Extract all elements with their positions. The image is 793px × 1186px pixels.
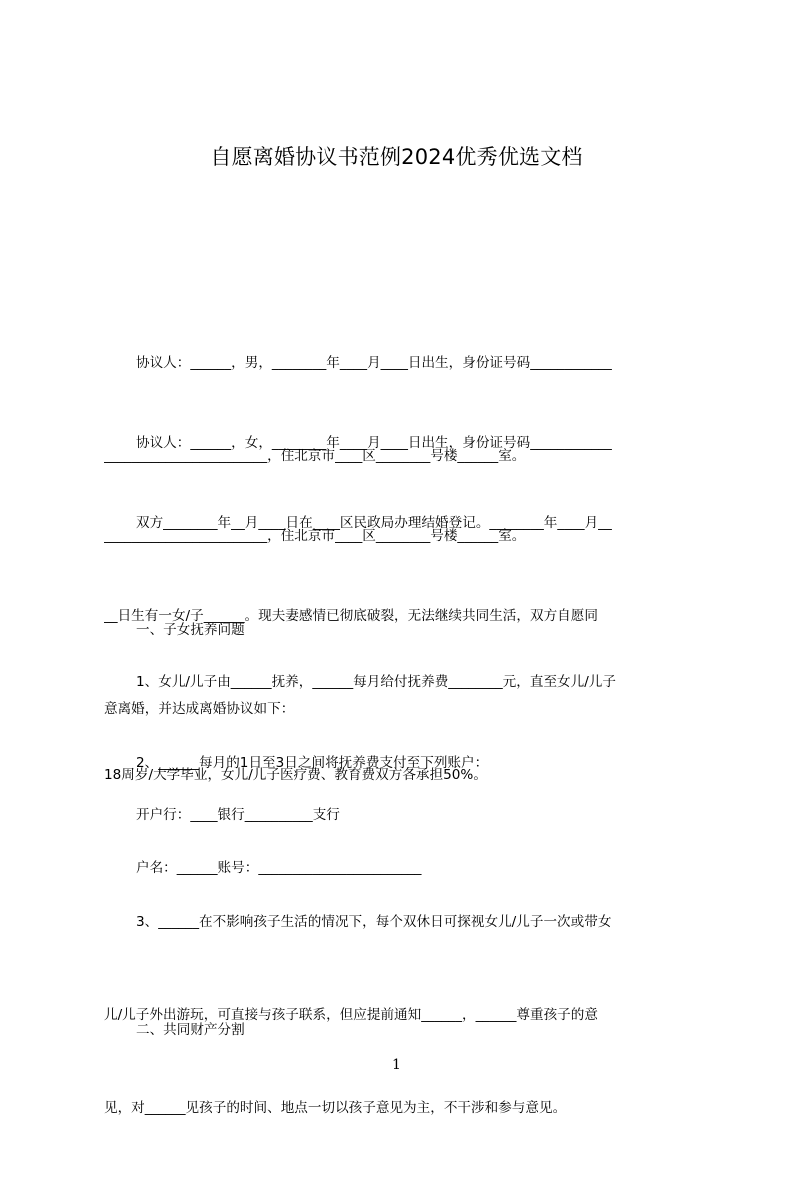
item2-line: 2、______每月的1日至3日之间将抚养费支付至下列账户： — [136, 755, 489, 771]
party2-line-2: ________________________，住北京市____区________号楼______室。 — [104, 528, 526, 544]
item1-line-2: 18周岁/大学毕业，女儿/儿子医疗费、教育费双方各承担50%。 — [104, 767, 487, 783]
intro-line-1: 双方________年__月____日在____区民政局办理结婚登记。________年____月__ — [136, 515, 612, 531]
section1-heading-text: 一、子女抚养问题 — [136, 622, 245, 638]
party1-line-2: ________________________，住北京市____区________号楼______室。 — [104, 448, 526, 464]
section2-heading-text: 二、共同财产分割 — [136, 1022, 245, 1038]
item3-line-1: 3、______在不影响孩子生活的情况下，每个双休日可探视女儿/儿子一次或带女 — [136, 914, 612, 930]
intro-line-2: __日生有一女/子______。现夫妻感情已彻底破裂，无法继续共同生活，双方自愿同 — [104, 608, 598, 624]
party1-line-1: 协议人：______，男，________年____月____日出生，身份证号码____________ — [136, 355, 612, 371]
section2-heading — [104, 953, 708, 1108]
document-title: 自愿离婚协议书范例2024优秀优选文档 — [210, 145, 583, 169]
account-line: 户名：______账号：________________________ — [136, 860, 422, 876]
party2-line-1: 协议人：______，女，________年____月____日出生，身份证号码____________ — [136, 435, 612, 451]
bank-line: 开户行：____银行__________支行 — [136, 807, 340, 823]
item1-line-1: 1、女儿/儿子由______抚养，______每月给付抚养费________元，直至女儿/儿子 — [136, 674, 616, 690]
item3-line-2: 儿/儿子外出游玩，可直接与孩子联系，但应提前通知______，______尊重孩子的意 — [104, 1007, 598, 1023]
intro-line-3: 意离婚，并达成离婚协议如下： — [104, 701, 295, 717]
item3-line-3: 见，对______见孩子的时间、地点一切以孩子意见为主，不干涉和参与意见。 — [104, 1100, 567, 1116]
page-number: 1 — [392, 1057, 401, 1073]
